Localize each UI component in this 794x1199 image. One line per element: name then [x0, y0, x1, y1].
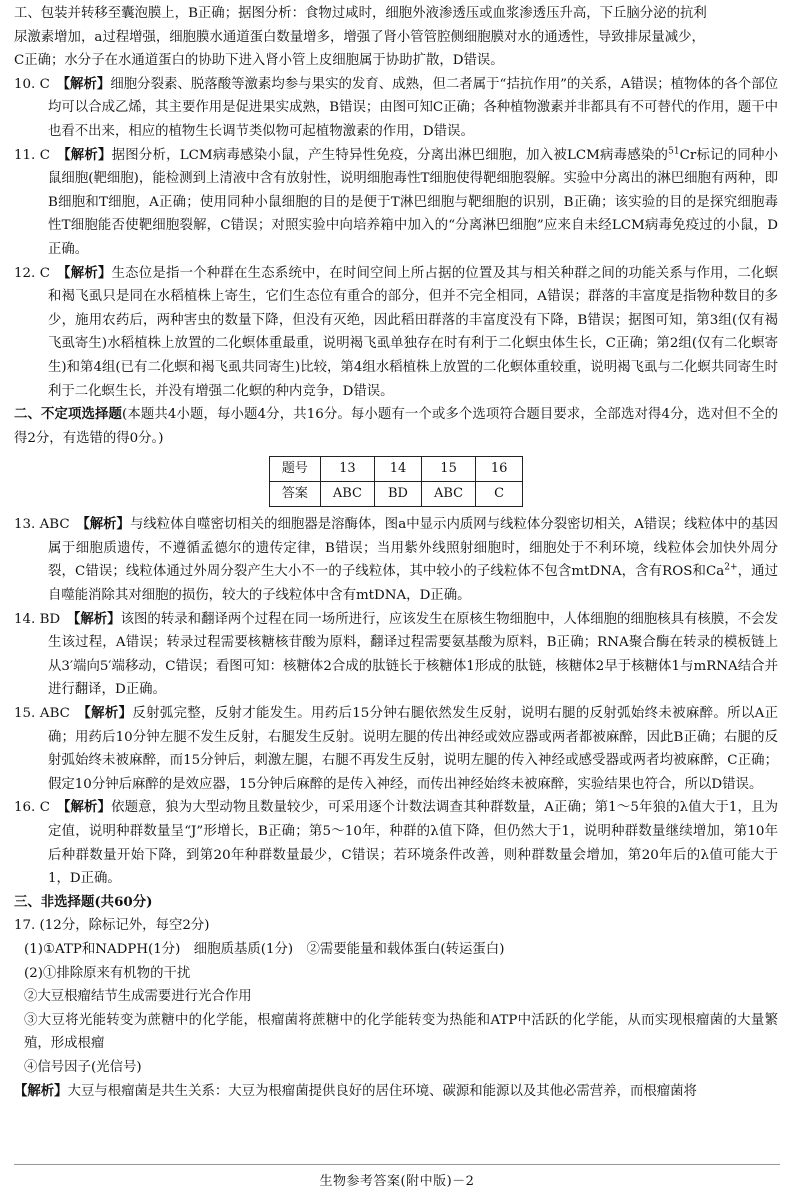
question-17-line-4: ③大豆将光能转变为蔗糖中的化学能，根瘤菌将蔗糖中的化学能转变为热能和ATP中活跃的化学能，从而实现根瘤菌的大量繁殖，形成根瘤: [24, 1012, 778, 1052]
question-16-text: 依题意，狼为大型动物且数量较少，可采用逐个计数法调查其种群数量，A正确；第1～5年狼的λ值大于1，且为定值，说明种群数量呈“J”形增长，B正确；第5～10年，种群的λ值下降，但仍然大于1，说明种群数量继续增加，第10年后种群数量开始下降，到第20年种群数量最少，C错误；若环境条件改善，则种群数量会增加，第20年后的λ值可能大于1，D正确。: [48, 800, 778, 887]
continuation-line-3: C正确；水分子在水通道蛋白的协助下进入肾小管上皮细胞属于协助扩散，D错误。: [14, 53, 504, 69]
question-13-text-a: 与线粒体自噬密切相关的细胞器是溶酶体，图a中显示内质网与线粒体分裂密切相关，A错误；线粒体中的基因属于细胞质遗传，不遵循孟德尔的遗传定律，B错误；当用紫外线照射细胞时，细胞处于不利环境，线粒体会加快外周分裂，C错误；线粒体通过外周分裂产生大小不一的子线粒体，其中较小的子线粒体不包含mtDNA，含有ROS和Ca: [48, 517, 778, 580]
table-cell: 15: [422, 457, 476, 482]
question-15: [14, 702, 778, 796]
analysis-tag: 【解析】: [14, 1082, 68, 1099]
answer-table-number-row: [269, 457, 522, 482]
question-17-line-2: (2)①排除原来有机物的干扰: [24, 965, 191, 981]
question-11-text-a: 据图分析，LCM病毒感染小鼠，产生特异性免疫，分离出淋巴细胞，加入被LCM病毒感染的: [111, 147, 669, 163]
analysis-tag: 【解析】: [83, 516, 130, 533]
table-cell: 13: [320, 457, 374, 482]
section-2-title: 二、不定项选择题: [14, 406, 123, 423]
analysis-tag: 【解析】: [63, 75, 111, 92]
table-cell: 16: [476, 457, 523, 482]
question-12-number: 12. C: [14, 265, 51, 281]
question-12-text: 生态位是指一个种群在生态系统中，在时间空间上所占据的位置及其与相关种群之间的功能关系与作用，二化螟和褐飞虱只是同在水稻植株上寄生，它们生态位有重合的部分，但并不完全相同，A错误；群落的丰富度是指物种数目的多少，施用农药后，两种害虫的数量下降，但没有灭绝，因此稻田群落的丰富度没有下降，B错误；据图可知，第3组(仅有褐飞虱寄生)水稻植株上放置的二化螟体重最重，说明褐飞虱单独存在时有利于二化螟虫体生长，C正确；第2组(仅有二化螟寄生)和第4组(已有二化螟和褐飞虱共同寄生)比较，第4组水稻植株上放置的二化螟体重较重，说明褐飞虱与二化螟共同寄生时利于二化螟生长，并没有增强二化螟的种内竞争，D错误。: [48, 265, 778, 399]
table-cell: ABC: [320, 482, 374, 507]
question-14-text: 该图的转录和翻译两个过程在同一场所进行，应该发生在原核生物细胞中，人体细胞的细胞核具有核膜，不会发生该过程，A错误；转录过程需要核糖核苷酸为原料，翻译过程需要氨基酸为原料，B正确；RNA聚合酶在转录的模板链上从3′端向5′端移动，C错误；看图可知：核糖体2合成的肽链长于核糖体1形成的肽链，核糖体2早于核糖体1与mRNA结合并进行翻译，D正确。: [48, 611, 778, 698]
question-10-number: 10. C: [14, 76, 50, 92]
question-13: [14, 513, 778, 607]
table-header-cell: 答案: [269, 482, 320, 507]
question-14-number: 14. BD: [14, 611, 61, 627]
question-17-line-5: ④信号因子(光信号): [24, 1059, 142, 1075]
analysis-tag: 【解析】: [63, 799, 112, 816]
question-15-text: 反射弧完整，反射才能发生。用药后15分钟右腿依然发生反射，说明右腿的反射弧始终未被麻醉。所以A正确；用药后10分钟左腿不发生反射，右腿发生反射。说明左腿的传出神经或效应器或两者都被麻醉，因此B正确；右腿的反射弧始终未被麻醉，而15分钟后，刺激左腿，右腿不再发生反射，说明左腿的传入神经或感受器或两者均被麻醉，C正确；假定10分钟后麻醉的是效应器，15分钟后麻醉的是传入神经，而传出神经始终未被麻醉，实验结果也符合，所以D错误。: [48, 706, 778, 792]
analysis-tag: 【解析】: [63, 146, 112, 163]
isotope-superscript: 51: [668, 146, 680, 157]
table-cell: ABC: [422, 482, 476, 507]
analysis-tag: 【解析】: [84, 705, 133, 722]
question-15-number: 15. ABC: [14, 706, 70, 722]
question-17-line-1: (1)①ATP和NADPH(1分) 细胞质基质(1分) ②需要能量和载体蛋白(转运蛋白): [24, 941, 505, 957]
question-10: [14, 73, 778, 144]
question-11-text-b: Cr标记的同种小鼠细胞(靶细胞)，能检测到上清液中含有放射性，说明细胞毒性T细胞使得靶细胞裂解。实验中分离出的淋巴细胞有两种，即B细胞和T细胞，A正确；使用同种小鼠细胞的目的是便于T淋巴细胞与靶细胞的识别，B正确；该实验的目的是探究细胞毒性T细胞能否使靶细胞裂解，C错误；对照实验中向培养箱中加入的“分离淋巴细胞”应来自未经LCM病毒免疫过的小鼠，D正确。: [48, 147, 778, 257]
question-17-analysis-text: 大豆与根瘤菌是共生关系：大豆为根瘤菌提供良好的居住环境、碳源和能源以及其他必需营养，而根瘤菌将: [67, 1083, 697, 1099]
analysis-tag: 【解析】: [73, 610, 121, 627]
ion-superscript: 2+: [724, 563, 738, 573]
question-10-text: 细胞分裂素、脱落酸等激素均参与果实的发育、成熟，但二者属于“拮抗作用”的关系，A错误；植物体的各个部位均可以合成乙烯，其主要作用是促进果实成熟，B错误；由图可知C正确；各种植物激素并非都具有不可替代的作用，题干中也看不出来，相应的植物生长调节类似物可起植物激素的作用，D错误。: [48, 76, 779, 139]
table-header-cell: 题号: [269, 457, 320, 482]
answer-table-answer-row: [269, 482, 522, 507]
question-17-number: 17. (12分，除标记外，每空2分): [14, 918, 210, 934]
table-cell: BD: [375, 482, 422, 507]
section-2-heading: [14, 403, 778, 450]
question-11: [14, 144, 778, 262]
analysis-tag: 【解析】: [63, 264, 112, 281]
table-cell: 14: [375, 457, 422, 482]
table-cell: C: [476, 482, 523, 507]
question-17-analysis: [14, 1080, 778, 1104]
question-16: [14, 796, 778, 890]
content-column: [14, 2, 778, 1103]
page-footer: 生物参考答案(附中版)－2: [319, 1174, 475, 1189]
section-3-title: 三、非选择题(共60分): [14, 893, 153, 910]
continuation-line-2: 尿激素增加，a过程增强，细胞膜水通道蛋白数量增多，增强了肾小管管腔侧细胞膜对水的通透性，导致排尿量减少，: [14, 29, 705, 45]
answer-table: [269, 456, 523, 507]
footer-divider: [14, 1164, 780, 1165]
question-13-text-b: ，通过自噬能消除其对细胞的损伤，较大的子线粒体中含有mtDNA，D正确。: [48, 564, 778, 604]
question-11-number: 11. C: [14, 147, 51, 163]
question-14: [14, 608, 778, 702]
question-12: [14, 262, 778, 404]
question-13-number: 13. ABC: [14, 517, 70, 533]
continuation-line-1: 工、包装并转移至囊泡膜上，B正确；据图分析：食物过咸时，细胞外液渗透压或血浆渗透压升高，下丘脑分泌的抗利: [14, 6, 707, 21]
section-2-description: (本题共4小题，每小题4分，共16分。每小题有一个或多个选项符合题目要求，全部选对得4分，选对但不全的得2分，有选错的得0分。): [14, 407, 779, 446]
question-16-number: 16. C: [14, 800, 50, 816]
question-17-line-3: ②大豆根瘤结节生成需要进行光合作用: [24, 989, 252, 1005]
